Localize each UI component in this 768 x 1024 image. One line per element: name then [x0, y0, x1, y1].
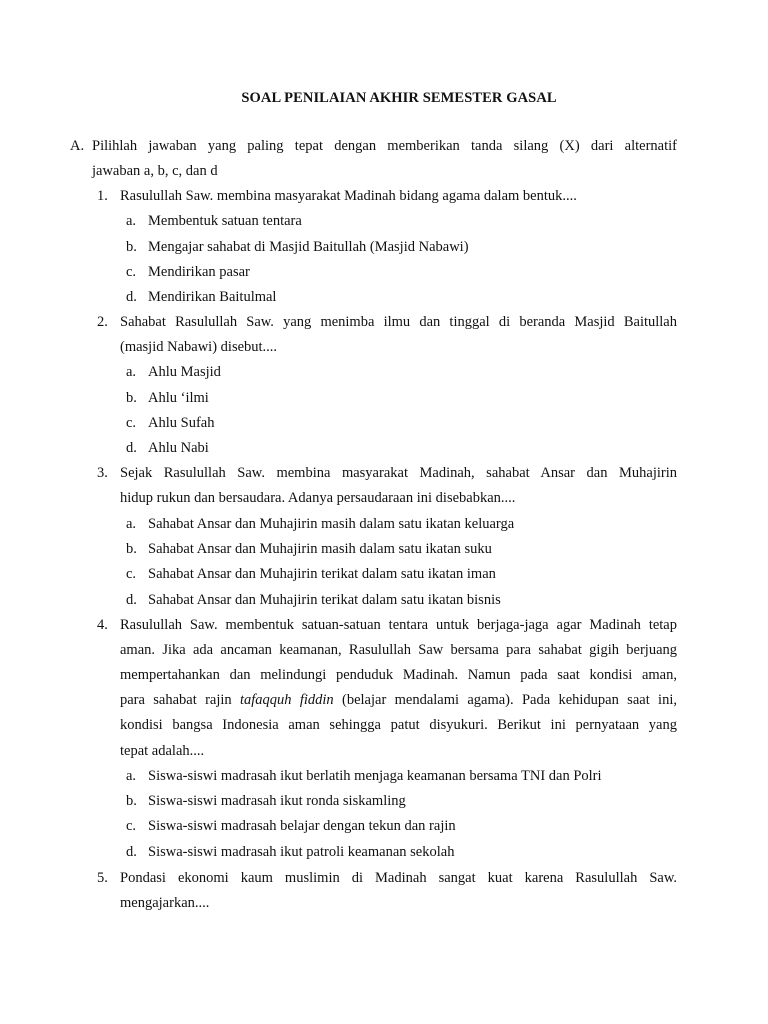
- option-text: Sahabat Ansar dan Muhajirin terikat dalam satu ikatan bisnis: [148, 592, 501, 608]
- question-number: 1.: [97, 188, 108, 204]
- question-text: (masjid Nabawi) disebut....: [120, 339, 278, 355]
- option-key: a.: [126, 213, 137, 229]
- option-text: Siswa-siswi madrasah ikut ronda siskamling: [148, 793, 406, 809]
- question-text-with-italic: [120, 691, 677, 709]
- question-text: Pondasi ekonomi kaum muslimin di Madinah sangat kuat karena Rasulullah Saw.: [120, 870, 677, 886]
- text-segment: para sahabat rajin: [120, 692, 240, 708]
- instruction-line-2: jawaban a, b, c, dan d: [92, 163, 218, 179]
- question-number: 5.: [97, 870, 108, 886]
- question-text: tepat adalah....: [120, 743, 205, 759]
- option-text: Mendirikan Baitulmal: [148, 289, 277, 305]
- option-text: Siswa-siswi madrasah ikut berlatih menjaga keamanan bersama TNI dan Polri: [148, 768, 602, 784]
- question-text: aman. Jika ada ancaman keamanan, Rasulullah Saw bersama para sahabat gigih berjuang: [120, 642, 677, 658]
- question-text: Rasulullah Saw. membentuk satuan-satuan tentara untuk berjaga-jaga agar Madinah tetap: [120, 617, 677, 633]
- option-text: Mengajar sahabat di Masjid Baitullah (Masjid Nabawi): [148, 239, 469, 255]
- option-key: b.: [126, 793, 137, 809]
- question-text: Sejak Rasulullah Saw. membina masyarakat Madinah, sahabat Ansar dan Muhajirin: [120, 465, 677, 481]
- section-label: A.: [70, 138, 85, 154]
- question-text: Sahabat Rasulullah Saw. yang menimba ilmu dan tinggal di beranda Masjid Baitullah: [120, 314, 677, 330]
- option-text: Membentuk satuan tentara: [148, 213, 302, 229]
- option-key: a.: [126, 516, 137, 532]
- question-number: 2.: [97, 314, 108, 330]
- question-text: mengajarkan....: [120, 895, 210, 911]
- option-key: c.: [126, 264, 137, 280]
- option-text: Ahlu Sufah: [148, 415, 215, 431]
- question-text: kondisi bangsa Indonesia aman sehingga patut disyukuri. Berikut ini pernyataan yang: [120, 717, 677, 733]
- option-key: b.: [126, 541, 137, 557]
- option-key: a.: [126, 364, 137, 380]
- instruction-line-1: Pilihlah jawaban yang paling tepat dengan memberikan tanda silang (X) dari alternatif: [92, 138, 677, 154]
- option-key: d.: [126, 592, 137, 608]
- option-key: c.: [126, 566, 137, 582]
- question-number: 4.: [97, 617, 108, 633]
- question-text: mempertahankan dan melindungi penduduk Madinah. Namun pada saat kondisi aman,: [120, 667, 677, 683]
- option-text: Siswa-siswi madrasah belajar dengan tekun dan rajin: [148, 818, 456, 834]
- question-text: Rasulullah Saw. membina masyarakat Madinah bidang agama dalam bentuk....: [120, 188, 577, 204]
- option-key: a.: [126, 768, 137, 784]
- question-number: 3.: [97, 465, 108, 481]
- option-text: Sahabat Ansar dan Muhajirin terikat dalam satu ikatan iman: [148, 566, 496, 582]
- option-text: Ahlu Nabi: [148, 440, 209, 456]
- italic-term: tafaqquh fiddin: [239, 692, 334, 708]
- option-key: c.: [126, 415, 137, 431]
- option-text: Mendirikan pasar: [148, 264, 250, 280]
- page-title: SOAL PENILAIAN AKHIR SEMESTER GASAL: [241, 90, 557, 106]
- option-key: d.: [126, 440, 137, 456]
- option-key: c.: [126, 818, 137, 834]
- option-text: Sahabat Ansar dan Muhajirin masih dalam satu ikatan keluarga: [148, 516, 515, 532]
- option-text: Ahlu ‘ilmi: [148, 390, 209, 406]
- option-key: b.: [126, 390, 137, 406]
- text-segment: (belajar mendalami agama). Pada kehidupan saat ini,: [333, 692, 677, 708]
- question-text: hidup rukun dan bersaudara. Adanya persaudaraan ini disebabkan....: [120, 490, 516, 506]
- option-key: d.: [126, 289, 137, 305]
- option-key: d.: [126, 844, 137, 860]
- option-text: Sahabat Ansar dan Muhajirin masih dalam satu ikatan suku: [148, 541, 492, 557]
- option-text: Siswa-siswi madrasah ikut patroli keamanan sekolah: [148, 844, 455, 860]
- option-text: Ahlu Masjid: [148, 364, 221, 380]
- option-key: b.: [126, 239, 137, 255]
